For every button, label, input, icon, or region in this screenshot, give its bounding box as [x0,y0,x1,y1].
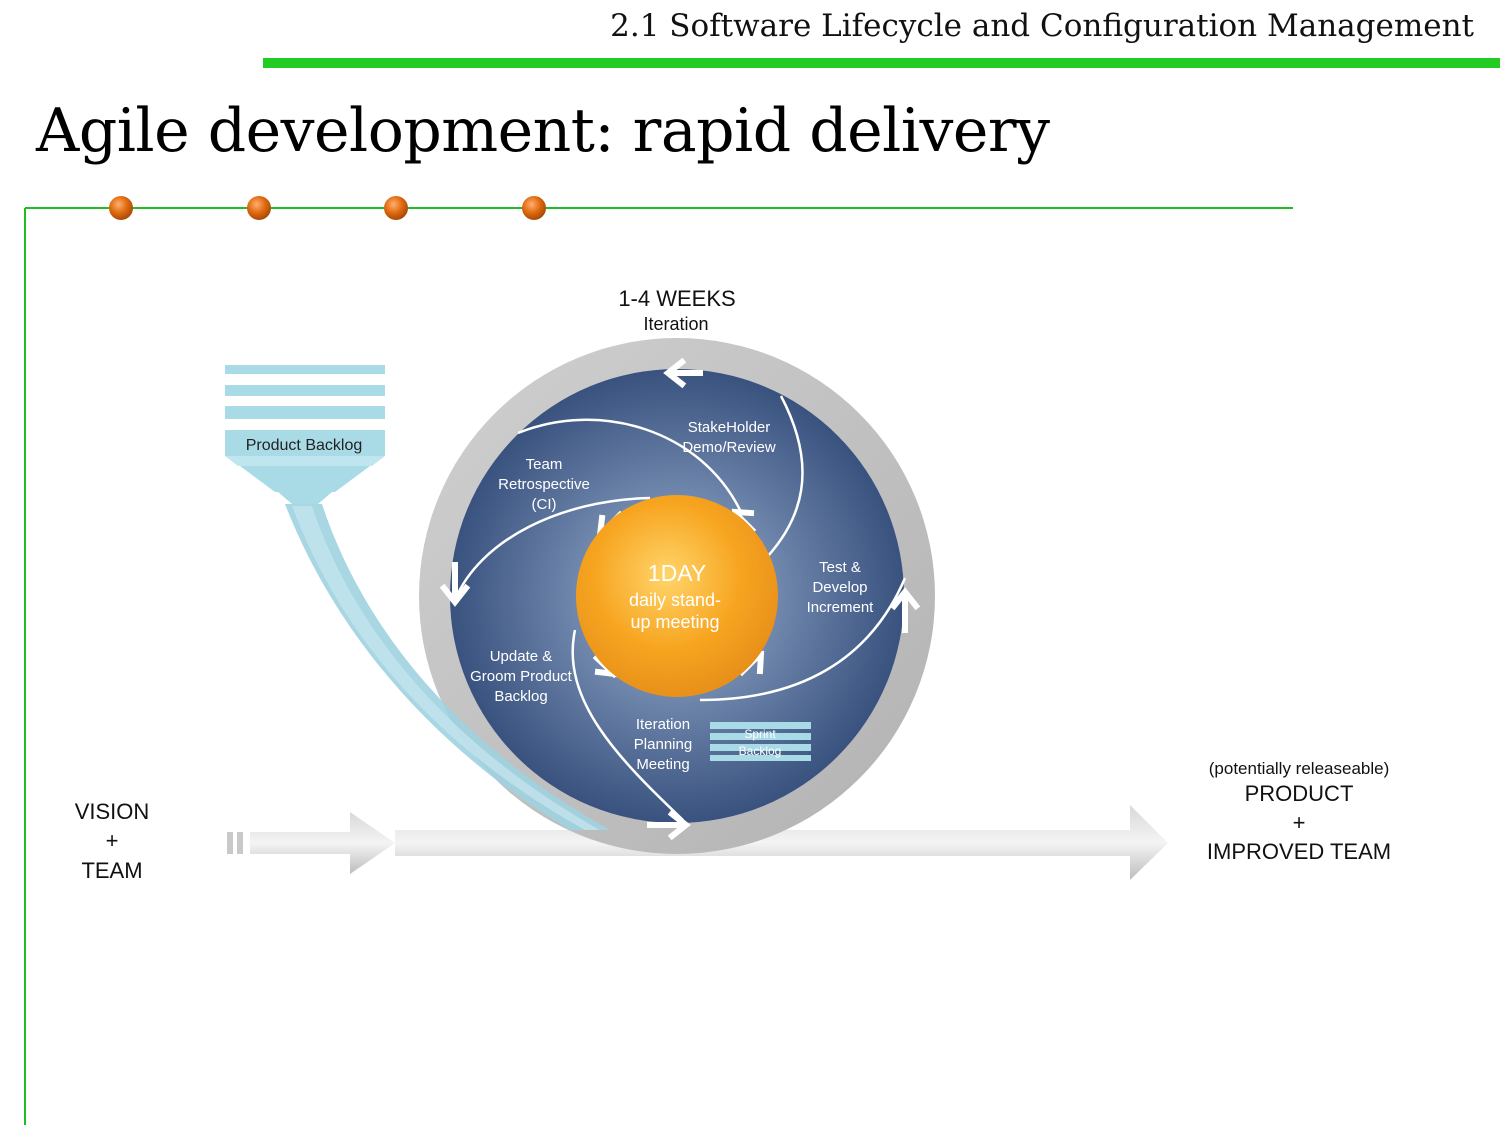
center-title: 1DAY [647,560,707,586]
update-label-3: Backlog [494,688,548,705]
vision-label-2: + [105,828,119,853]
vision-label-1: VISION [74,799,150,824]
center-line-1: daily stand- [628,590,722,610]
planning-label-2: Planning [633,736,693,753]
slide-title: Agile development: rapid delivery [36,96,1050,166]
planning-label-3: Meeting [636,756,690,773]
sprint-backlog-label-2: Backlog [738,744,782,758]
section-header: 2.1 Software Lifecycle and Configuration Management [610,8,1474,44]
stakeholder-label-1: StakeHolder [687,419,771,436]
output-label-1: PRODUCT [1244,781,1354,806]
output-label-3: IMPROVED TEAM [1206,839,1392,864]
iteration-duration: 1-4 WEEKS [618,286,736,311]
sprint-backlog-label-1: Sprint [744,727,776,741]
retro-label-3: (CI) [531,496,557,513]
stakeholder-label-2: Demo/Review [682,439,776,456]
test-label-2: Develop [812,579,868,596]
product-backlog-label: Product Backlog [245,437,363,454]
center-line-2: up meeting [630,612,720,632]
output-label-2: + [1292,810,1306,835]
update-label-2: Groom Product [470,668,572,685]
retro-label-2: Retrospective [498,476,590,493]
iteration-label: Iteration [643,314,709,334]
retro-label-1: Team [525,456,563,473]
update-label-1: Update & [489,648,553,665]
test-label-1: Test & [819,559,861,576]
vision-label-3: TEAM [81,858,143,883]
test-label-3: Increment [806,599,874,616]
output-note: (potentially releaseable) [1208,759,1390,778]
planning-label-1: Iteration [635,716,691,733]
